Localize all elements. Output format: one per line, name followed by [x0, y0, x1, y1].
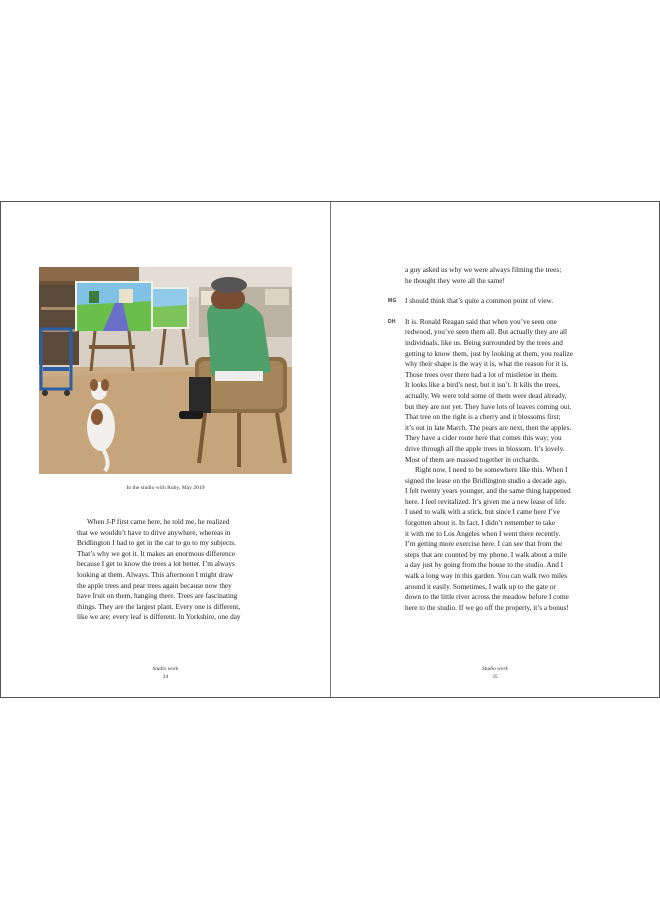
text-line: I should think that’s quite a common point of view. [405, 297, 554, 306]
photo-caption: In the studio with Ruby, May 2019 [126, 485, 205, 491]
intro-block [405, 265, 573, 286]
speaker-label: DH [388, 318, 396, 325]
text-line: walk a long way in this garden. You can walk two miles [405, 572, 568, 581]
text-line: redwood, you’ve seen them all. But actually they are all [405, 328, 568, 337]
text-line: that we wouldn’t have to drive anywhere, whereas in [77, 528, 231, 537]
text-line: drive through all the apple trees in blossom. It’s lovely. [405, 444, 565, 453]
page-number: 35 [492, 674, 498, 680]
text-line: looking at them. Always. This afternoon I might draw [77, 570, 234, 579]
text-line: Right now, I need to be somewhere like this. When I [415, 466, 568, 475]
text-line: I used to walk with a stick, but since I came here I’ve [405, 508, 560, 517]
text-line: actually. We were told some of them were dead already, [405, 391, 567, 400]
text-line: That’s why we got it. It makes an enormous difference [77, 549, 236, 558]
mg-block [388, 296, 573, 307]
text-line: getting to know them, just by looking at them, you realize [405, 349, 573, 358]
right-folio [331, 665, 659, 681]
text-line: down to the little river across the meadow before I come [405, 593, 569, 602]
running-head: Studio work [152, 666, 179, 672]
text-line: signed the lease on the Bridlington studio a decade ago, [405, 476, 567, 485]
page-number: 34 [162, 674, 169, 680]
left-body-text [77, 517, 241, 623]
text-line: a guy asked us why we were always filming the trees; [405, 266, 562, 274]
text-line: it with me to Los Angeles when I went there recently. [405, 529, 561, 538]
text-line: forgotten about it. In fact, I didn’t remember to take [405, 519, 556, 528]
text-line: why their shape is the way it is, what the reason for it is. [405, 360, 569, 369]
text-line: Most of them are massed together in orchards. [405, 455, 540, 464]
left-page [1, 202, 330, 697]
text-line: the apple trees and pear trees again because now they [77, 581, 232, 590]
text-line: individuals, like us. Being surrounded by the trees and [405, 338, 563, 347]
speaker-label: MG [388, 298, 397, 305]
text-line: but they are not yet. They have lots of leaves coming out. [405, 402, 572, 411]
text-line: I’m getting more exercise here. I can see that from the [405, 540, 563, 549]
text-line: here to the studio. If we go off the property, it’s a bonus! [405, 603, 569, 612]
right-page [331, 202, 659, 697]
text-line: have fruit on them, hanging there. Trees are fascinating [77, 592, 238, 601]
text-line: because I get to know the trees a lot better. I’m always [77, 560, 235, 569]
text-line: Bridlington I had to get in the car to go to my subjects. [77, 539, 236, 548]
dialogue [388, 265, 573, 613]
text-line: I felt twenty years younger, and the same thing happened [405, 487, 571, 496]
text-line: things. They are the largest plant. Every one is different, [77, 602, 241, 611]
text-line: around it easily. Sometimes, I walk up to the gate or [405, 582, 556, 591]
text-line: steps that are counted by my phone. I walk about a mile [405, 550, 567, 559]
left-folio [1, 665, 330, 681]
text-line: It looks like a bird’s nest, but it isn’t. It kills the trees, [405, 381, 561, 390]
text-line: They have a cider route here that comes this way; you [405, 434, 562, 443]
text-line: It is. Ronald Reagan said that when you’ve seen one [405, 317, 557, 326]
text-line: That tree on the right is a cherry and it blossoms first; [405, 413, 561, 422]
text-line: a day just by going from the house to the studio. And I [405, 561, 564, 570]
text-line: he thought they were all the same! [405, 276, 505, 285]
text-line: When J-P first came here, he told me, he realized [87, 518, 230, 526]
studio-photo [39, 267, 292, 474]
text-line: it’s out in late March. The pears are next, then the apples. [405, 423, 572, 432]
book-spread [0, 201, 660, 698]
dh-block [388, 317, 573, 614]
text-line: Those trees over there had a lot of mistletoe in them. [405, 370, 558, 379]
text-line: here. I feel revitalized. It’s given me a new lease of life. [405, 497, 567, 506]
running-head: Studio work [482, 666, 508, 672]
text-line: like we are; every leaf is different. In Yorkshire, one day [77, 613, 241, 622]
